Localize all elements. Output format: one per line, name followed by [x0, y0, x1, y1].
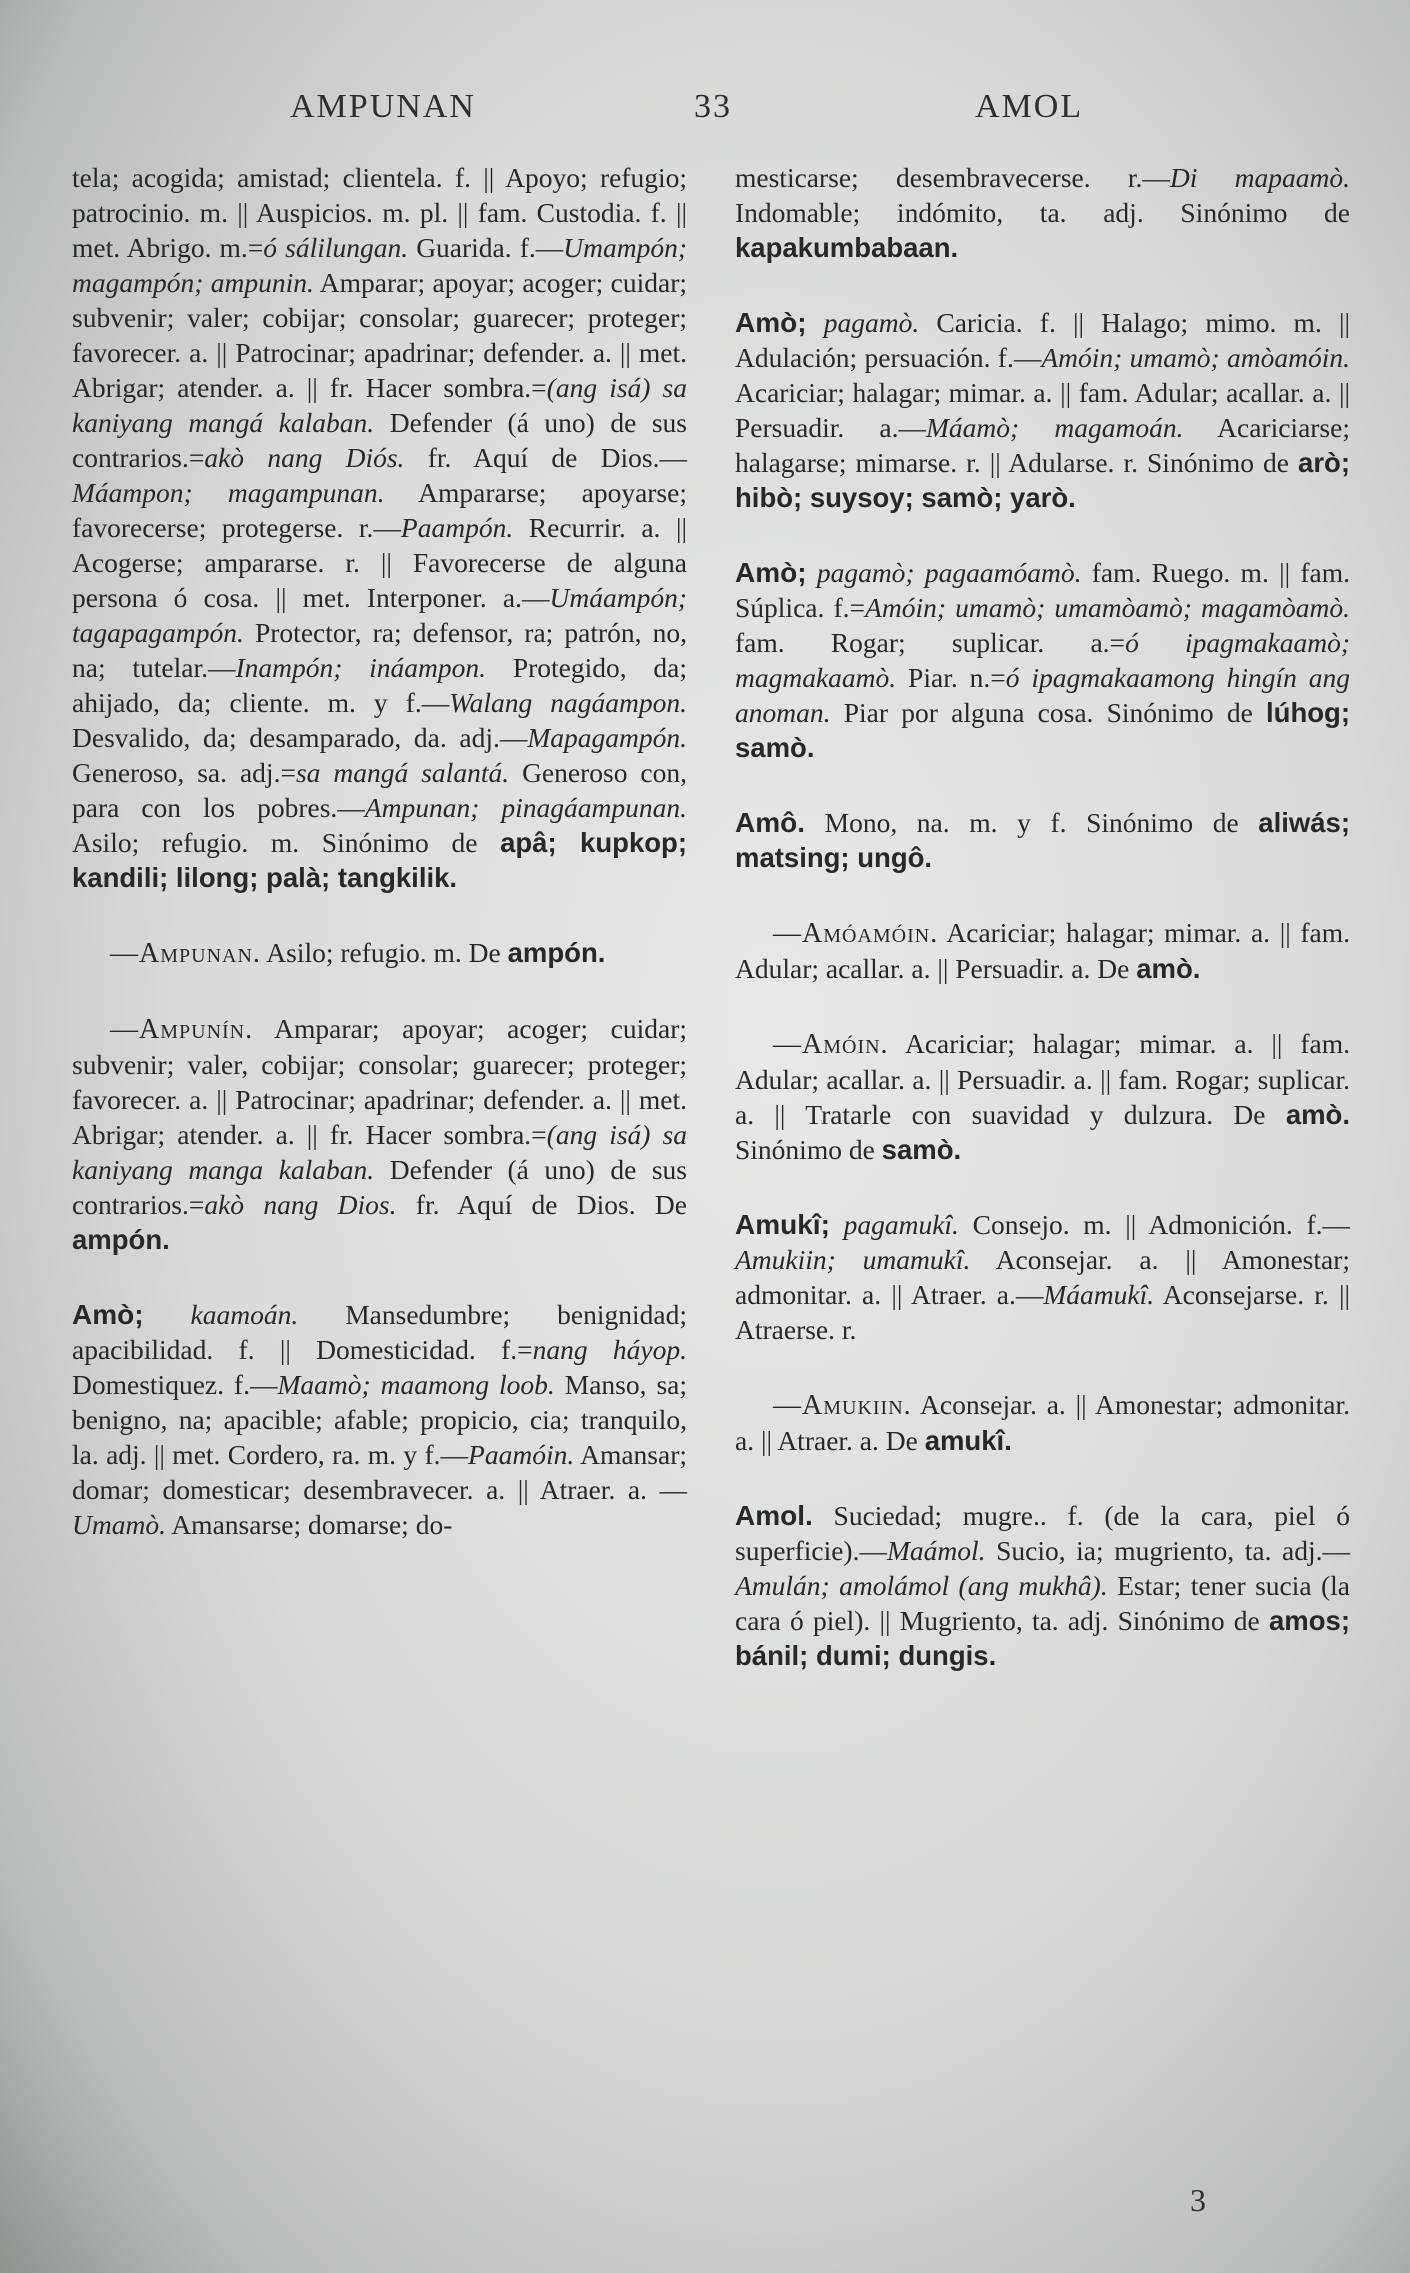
entry-amoamoin: —Amóamóin. Acariciar; halagar; mimar. a. || fam. Adular; acallar. a. || Persuadir. a. De amò. [735, 917, 1350, 984]
headword: —Amóin. [773, 1029, 889, 1060]
headword: Amol. [735, 1500, 813, 1531]
headword: —Amóamóin. [773, 918, 939, 949]
headword: Amò; [735, 557, 807, 588]
entry-amo-mono: Amô. Mono, na. m. y f. Sinónimo de aliwás; matsing; ungô. [735, 807, 1350, 873]
headword: Amukî; [735, 1209, 830, 1240]
page-number: 33 [694, 88, 732, 125]
entry-amo-continued: mesticarse; desembravecerse. r.—Di mapaamò. Indomable; indómito, ta. adj. Sinónimo de kapakumbabaan. [735, 162, 1350, 263]
signature-mark: 3 [1190, 2182, 1206, 2218]
entry-amo-ruego: Amò; pagamò; pagaamóamò. fam. Ruego. m. || fam. Súplica. f.=Amóin; umamò; umamòamò; magamòamò. fam. Rogar; suplicar. a.=ó ipagmakaamò; magmakaamò. Piar. n.=ó ipagmakaamong hingín ang anoman. Piar por alguna cosa. Sinónimo de lúhog; samò. [735, 557, 1350, 763]
headword: —Ampunan. [110, 938, 261, 969]
entry-amuki: Amukî; pagamukî. Consejo. m. || Admonición. f.—Amukiin; umamukî. Aconsejar. a. || Amonestar; admonitar. a. || Atraer. a.—Máamukî. Aconsejarse. r. || Atraerse. r. [735, 1209, 1350, 1345]
headword: —Ampunín. [110, 1014, 254, 1045]
entry-ampunan: —Ampunan. Asilo; refugio. m. De ampón. [110, 937, 606, 969]
entry-amukiin: —Amukiin. Aconsejar. a. || Amonestar; admonitar. a. || Atraer. a. De amukî. [735, 1389, 1350, 1456]
entry-ampunin: —Ampunín. Amparar; apoyar; acoger; cuidar; subvenir; valer, cobijar; consolar; guarecer; proteger; favorecer. a. || Patrocinar; apadrinar; defender. a. || met. Abrigar; atender. a. || fr. Hacer sombra.=(ang isá) sa kaniyang manga kalaban. Defender (á uno) de sus contrarios.=akò nang Dios. fr. Aquí de Dios. De ampón. [72, 1013, 687, 1255]
left-running-head: AMPUNAN [290, 88, 476, 125]
entry-ampon-continued: tela; acogida; amistad; clientela. f. || Apoyo; refugio; patrocinio. m. || Auspicios. m. pl. || fam. Custodia. f. || met. Abrigo. m.=ó sálilungan. Guarida. f.—Umampón; magampón; ampunin. Amparar; apoyar; acoger; cuidar; subvenir; valer; cobijar; consolar; guarecer; proteger; favorecer. a. || Patrocinar; apadrinar; defender. a. || met. Abrigar; atender. a. || fr. Hacer sombra.=(ang isá) sa kaniyang mangá kalaban. Defender (á uno) de sus contrarios.=akò nang Diós. fr. Aquí de Dios.—Máampon; magampunan. Ampararse; apoyarse; favorecerse; protegerse. r.—Paampón. Recurrir. a. || Acogerse; ampararse. r. || Favorecerse de alguna persona ó cosa. || met. Interponer. a.—Umáampón; tagapagampón. Protector, ra; defensor, ra; patrón, no, na; tutelar.—Inampón; ináampon. Protegido, da; ahijado, da; cliente. m. y f.—Walang nagáampon. Desvalido, da; desamparado, da. adj.—Mapagampón. Generoso, sa. adj.=sa mangá salantá. Generoso con, para con los pobres.—Ampunan; pinagáampunan. Asilo; refugio. m. Sinónimo de apâ; kupkop; kandili; lilong; palà; tangkilik. [72, 162, 687, 893]
headword: Amò; [72, 1299, 144, 1330]
entry-amo-caricia: Amò; pagamò. Caricia. f. || Halago; mimo. m. || Adulación; persuación. f.—Amóin; umamò; amòamóin. Acariciar; halagar; mimar. a. || fam. Adular; acallar. a. || Persuadir. a.—Máamò; magamoán. Acariciarse; halagarse; mimarse. r. || Adularse. r. Sinónimo de arò; hibò; suysoy; samò; yarò. [735, 307, 1350, 513]
headword: Amò; [735, 307, 807, 338]
entry-amol: Amol. Suciedad; mugre.. f. (de la cara, piel ó superficie).—Maámol. Sucio, ia; mugriento, ta. adj.—Amulán; amolámol (ang mukhâ). Estar; tener sucia (la cara ó piel). || Mugriento, ta. adj. Sinónimo de amos; bánil; dumi; dungis. [735, 1500, 1350, 1671]
entry-amo-mansedumbre: Amò; kaamoán. Mansedumbre; benignidad; apacibilidad. f. || Domesticidad. f.=nang háyop. Domestiquez. f.—Maamò; maamong loob. Manso, sa; benigno, na; apacible; afable; propicio, cia; tranquilo, la. adj. || met. Cordero, ra. m. y f.—Paamóin. Amansar; domar; domesticar; desembravecer. a. || Atraer. a. —Umamò. Amansarse; domarse; do- [72, 1299, 687, 1540]
entry-amoin: —Amóin. Acariciar; halagar; mimar. a. || fam. Adular; acallar. a. || Persuadir. a. || fam. Rogar; suplicar. a. || Tratarle con suavidad y dulzura. De amò. Sinónimo de samò. [735, 1028, 1350, 1165]
headword: Amô. [735, 807, 805, 838]
right-running-head: AMOL [975, 88, 1084, 125]
left-column [72, 160, 687, 1582]
right-column [735, 160, 1350, 1713]
headword: —Amukiin. [773, 1390, 912, 1421]
